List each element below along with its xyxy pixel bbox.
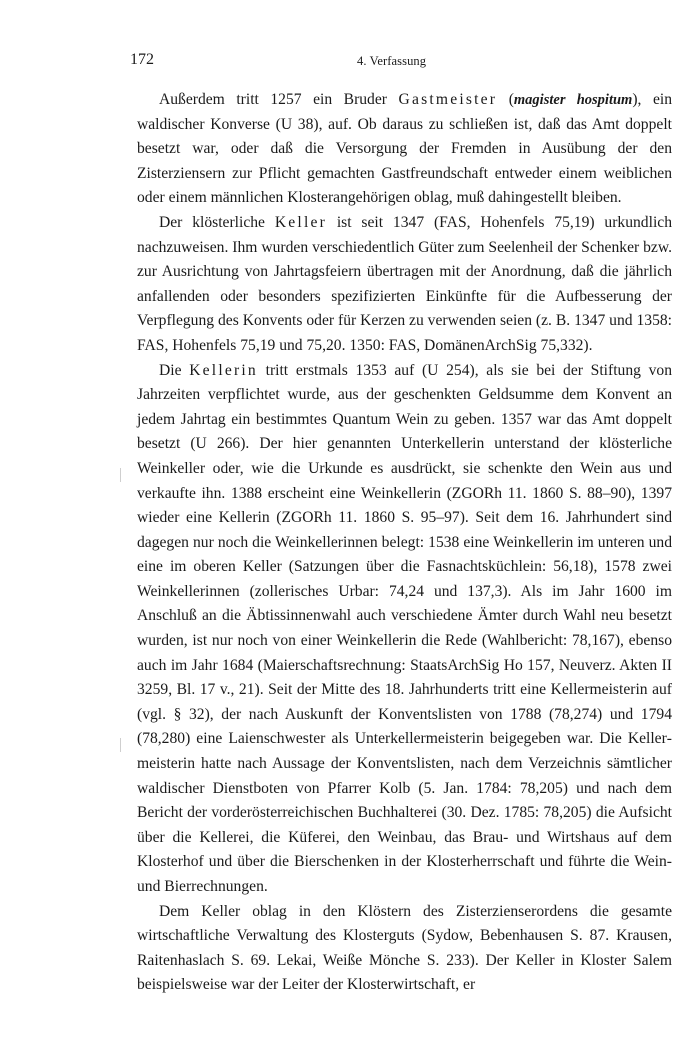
paragraph-zisterzienser-keller <box>137 900 672 998</box>
paragraph-text: tritt erstmals 1353 auf (U 254), als sie bei der Stiftung von Jahrzeiten verpflichtet wurde, aus der geschenkten Geldsumme dem Konvent an jedem Jahrtag ein bestimmtes Quantum Wein zu geben. 1357 war das Amt doppelt besetzt (U 266). Der hier genannten Unterkellerin unterstand der klösterliche Weinkeller oder, wie die Urkunde es ausdrückt, sie schenkte den Wein aus und verkaufte ihn. 1388 erscheint eine Weinkellerin (ZGORh 11. 1860 S. 88–90), 1397 wieder eine Kellerin (ZGORh 11. 1860 S. 95–97). Seit dem 16. Jahrhundert sind dagegen nur noch die Weinkellerinnen belegt: 1538 eine Weinkellerin im unteren und eine im oberen Keller (Satzungen über die Fasnachtsküchlein: 56,18), 1578 zwei Weinkellerinnen (zollerisches Urbar: 74,24 und 137,3). Als im Jahr 1600 im Anschluß an die Äbtissinnenwahl auch verschiedene Ämter durch Wahl neu besetzt wurden, ist nur noch von einer Weinkellerin die Rede (Wahlbericht: 78,167), ebenso auch im Jahr 1684 (Maierschaftsrechnung: StaatsArchSig Ho 157, Neuverz. Akten II 3259, Bl. 17 v., 21). Seit der Mitte des 18. Jahrhunderts tritt eine Kellermeisterin auf (vgl. § 32), der nach Auskunft der Konventslisten von 1788 (78,274) und 1794 (78,280) eine Laienschwester als Unterkellermeisterin beigegeben war. Die Kellermeisterin hatte nach Aussage der Konventslisten, nach dem Verzeichnis sämtlicher waldischer Dienstboten von Pfarrer Kolb (5. Jan. 1784: 78,205) und nach dem Bericht der vorderösterreichischen Buchhalterei (30. Dez. 1785: 78,205) die Aufsicht über die Kellerei, die Küferei, den Weinbau, das Brau- und Wirtshaus auf dem Klosterhof und über die Bierschenken in der Klosterherrschaft und führte die Wein- und Bierrechnungen. <box>137 361 672 895</box>
office-term: Keller <box>274 213 327 231</box>
paragraph-text: ), ein waldischer Konverse (U 38), auf. Ob daraus zu schließen ist, daß das Amt doppelt besetzt war, oder daß die Versorgung der Fremden in Ausübung der den Zisterziensern zur Pflicht gemachten Gastfreundschaft entweder einem weiblichen oder einem männlichen Klosterangehörigen oblag, muß dahingestellt bleiben. <box>137 91 672 207</box>
paragraph-text: Außerdem tritt 1257 ein Bruder <box>159 91 399 108</box>
scan-margin-mark <box>120 738 121 752</box>
running-head: 4. Verfassung <box>357 54 427 68</box>
paragraph-gastmeister <box>137 88 672 211</box>
paragraph-kellerin <box>137 359 672 900</box>
paragraph-text: ( <box>497 91 514 108</box>
body-text <box>137 88 672 998</box>
office-term: Gastmeister <box>398 91 498 108</box>
paragraph-text: Der klösterliche <box>159 213 275 231</box>
paragraph-text: ist seit 1347 (FAS, Hohenfels 75,19) urkundlich nachzuweisen. Ihm wurden verschiedentlich Güter zum Seelenheil der Schenker bzw. zur Ausrichtung von Jahrtagsfeiern übertragen mit der Anordnung, daß die jährlich anfallenden oder besonders spezifizierten Einkünfte für die Aufbesserung der Verpflegung des Konvents oder für Kerzen zu verwenden seien (z. B. 1347 und 1358: FAS, Hohenfels 75,19 und 75,20. 1350: FAS, DomänenArchSig 75,332). <box>137 213 672 354</box>
scan-margin-mark <box>120 468 121 482</box>
page-number: 172 <box>130 51 154 68</box>
paragraph-keller <box>137 211 672 359</box>
latin-term: magister hospitum <box>513 92 633 108</box>
office-term: Kellerin <box>189 361 258 379</box>
paragraph-text: Dem Keller oblag in den Klöstern des Zisterzienserordens die gesamte wirtschaftliche Verwaltung des Klosterguts (Sydow, Bebenhausen S. 87. Krausen, Raitenhaslach S. 69. Lekai, Weiße Mönche S. 233). Der Keller in Kloster Salem beispielsweise war der Leiter der Klosterwirtschaft, er <box>137 902 672 994</box>
paragraph-text: Die <box>159 361 190 379</box>
